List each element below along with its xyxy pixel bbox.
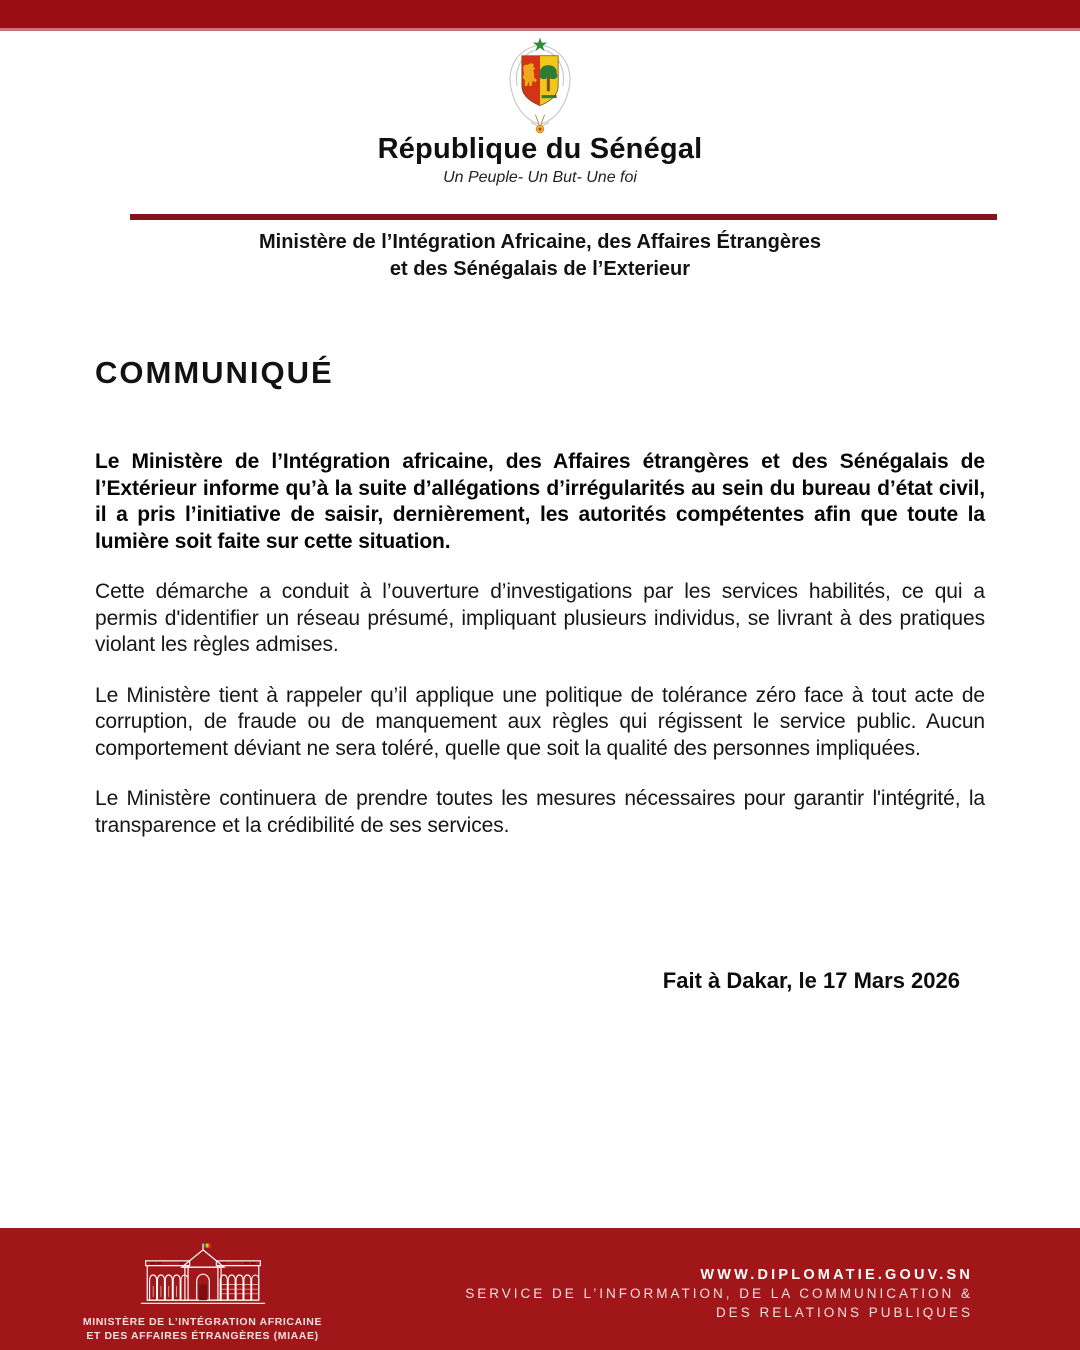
paragraph-3: Le Ministère tient à rappeler qu’il applique une politique de tolérance zéro face à tout acte de corruption, de fraude ou de manquement aux règles qui régissent le service public. Aucun comportement déviant ne sera toléré, quelle que soit la qualité des personnes impliquées. (95, 683, 985, 760)
footer-contact-block (465, 1266, 973, 1322)
republic-title: République du Sénégal (377, 133, 703, 165)
national-motto: Un Peuple- Un But- Une foi (443, 169, 637, 186)
paragraph-2: Cette démarche a conduit à l’ouverture d’investigations par les services habilités, ce qui a permis d'identifier un réseau présumé, impliquant plusieurs individus, se livrant à des pratiques violant les règles admises. (95, 580, 985, 656)
ministry-name-line1: Ministère de l’Intégration Africaine, des Affaires Étrangères (258, 231, 821, 253)
ministry-building-icon (122, 1242, 284, 1308)
paragraph-lead: Le Ministère de l’Intégration africaine, des Affaires étrangères et des Sénégalais de l’Extérieur informe qu’à la suite d’allégations d’irrégularités au sein du bureau d’état civil, il a pris l’initiative de saisir, dernièrement, les autorités compétentes afin que toute la lumière soit faite sur cette situation. (95, 450, 985, 553)
senegal-coat-of-arms-icon (480, 36, 600, 136)
logo-caption-line1: MINISTÈRE DE L’INTÉGRATION AFRICAINE (82, 1316, 323, 1328)
ministry-logo-block (55, 1242, 350, 1343)
footer-band (0, 1228, 1080, 1350)
ministry-name (0, 229, 1080, 283)
ministry-name-line2: et des Sénégalais de l’Exterieur (389, 258, 691, 280)
logo-caption-line2: ET DES AFFAIRES ÉTRANGÈRES (MIAAE) (86, 1330, 319, 1342)
dateline: Fait à Dakar, le 17 Mars 2026 (662, 968, 960, 993)
header-divider-line (130, 214, 997, 220)
communique-body (95, 355, 985, 863)
website-url: WWW.DIPLOMATIE.GOUV.SN (700, 1267, 973, 1283)
service-line1: SERVICE DE L’INFORMATION, DE LA COMMUNICATION & (465, 1286, 973, 1301)
service-line2: DES RELATIONS PUBLIQUES (715, 1305, 973, 1320)
ministry-logo-caption (55, 1315, 350, 1343)
senegal-flag-icon (203, 1244, 210, 1248)
top-border-band (0, 0, 1080, 31)
paragraph-4: Le Ministère continuera de prendre toutes les mesures nécessaires pour garantir l'intégrité, la transparence et la crédibilité de ses services. (95, 787, 985, 837)
communique-title: COMMUNIQUÉ (95, 355, 334, 390)
